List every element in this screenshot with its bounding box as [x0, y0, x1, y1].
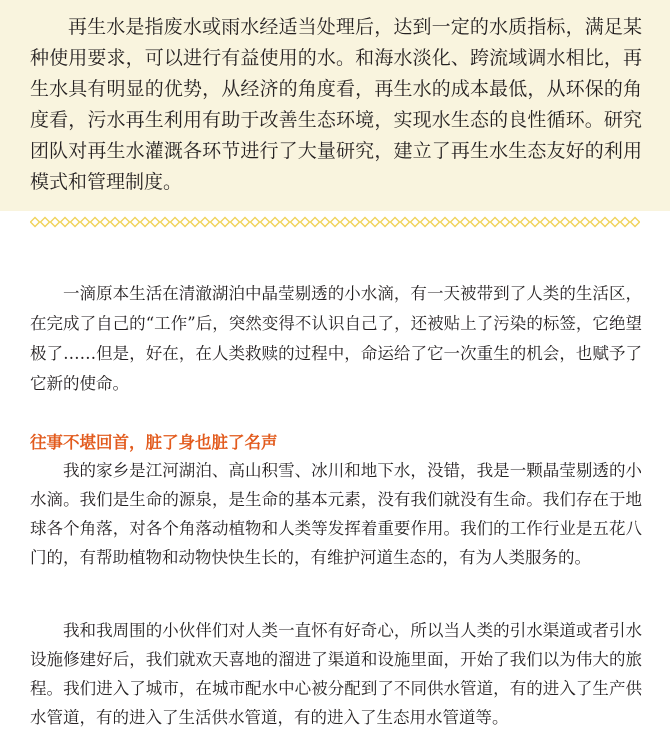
article-paragraph-2: 我的家乡是江河湖泊、高山积雪、冰川和地下水，没错，我是一颗晶莹剔透的小水滴。我们是生命的源泉，是生命的基本元素，没有我们就没有生命。我们存在于地球各个角落，对各个角落动植物和人类等发挥着重要作用。我们的工作行业是五花八门的，有帮助植物和动物快快生长的，有维护河道生态的，有为人类服务的。 — [30, 461, 642, 567]
article-paragraph-3: 我和我周围的小伙伴们对人类一直怀有好奇心，所以当人类的引水渠道或者引水设施修建好后，我们就欢天喜地的溜进了渠道和设施里面，开始了我们以为伟大的旅程。我们进入了城市，在城市配水中心被分配到了不同供水管道，有的进入了生产供水管道，有的进入了生活供水管道，有的进入了生态用水管道等。 — [30, 621, 642, 727]
article-paragraph-1: 一滴原本生活在清澈湖泊中晶莹剔透的小水滴，有一天被带到了人类的生活区，在完成了自己的“工作”后，突然变得不认识自己了，还被贴上了污染的标签，它绝望极了……但是，好在，在人类救赎的过程中，命运给了它一次重生的机会，也赋予了它新的使命。 — [30, 284, 642, 393]
section-heading: 往事不堪回首，脏了身也脏了名声 — [30, 433, 278, 452]
decorative-divider — [30, 216, 640, 228]
intro-box — [0, 0, 670, 211]
intro-paragraph: 再生水是指废水或雨水经适当处理后，达到一定的水质指标，满足某种使用要求，可以进行有益使用的水。和海水淡化、跨流域调水相比，再生水具有明显的优势，从经济的角度看，再生水的成本最低，从环保的角度看，污水再生利用有助于改善生态环境，实现水生态的良性循环。研究团队对再生水灌溉各环节进行了大量研究，建立了再生水生态友好的利用模式和管理制度。 — [30, 16, 642, 193]
